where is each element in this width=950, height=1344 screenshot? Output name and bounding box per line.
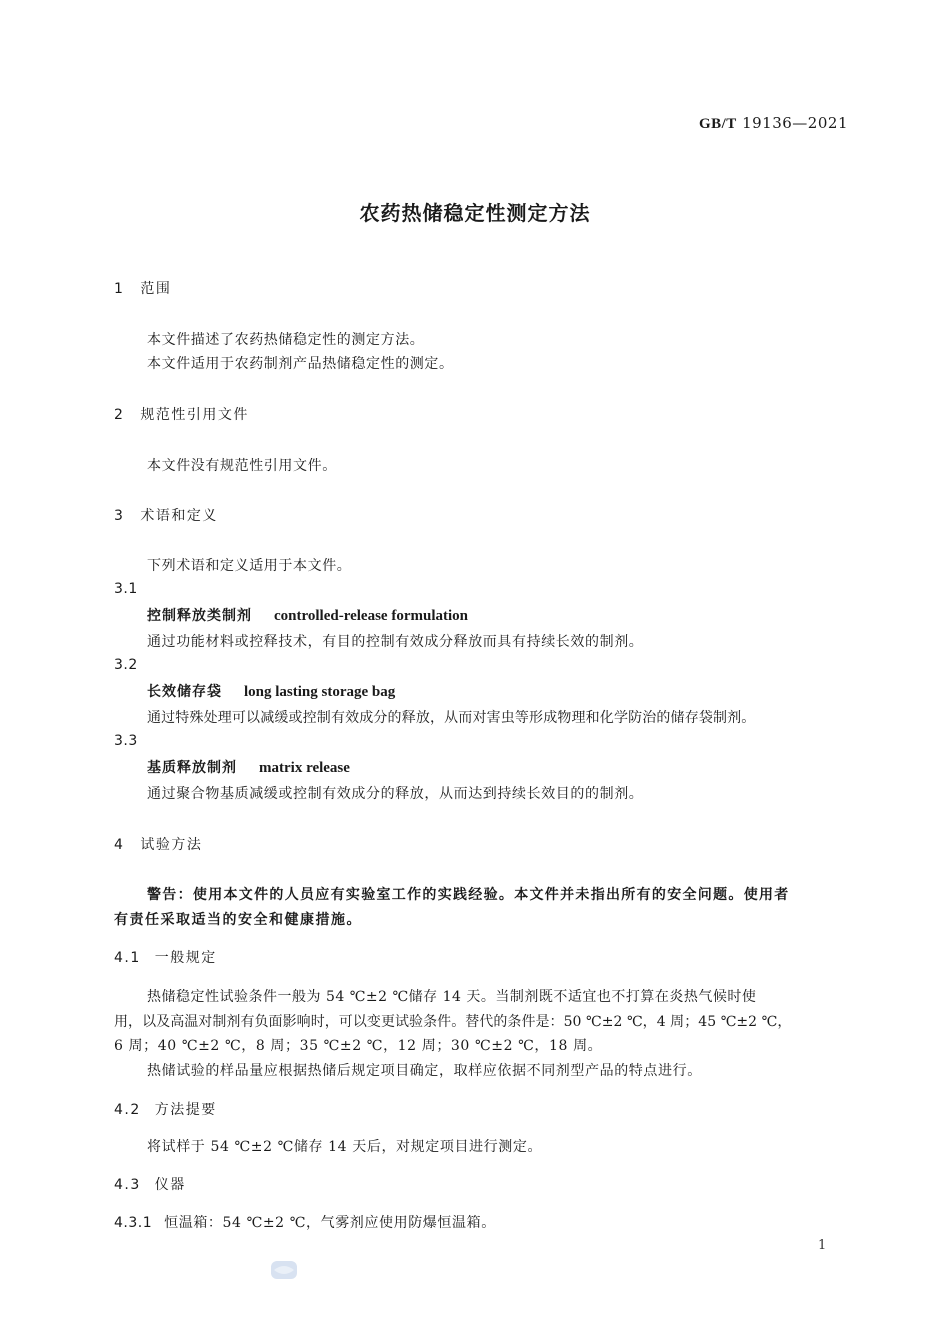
term-en: controlled-release formulation: [274, 608, 468, 624]
section-2-heading: [114, 404, 249, 424]
subsection-4-1-heading: [114, 947, 217, 967]
section-3-heading: [114, 505, 218, 525]
term-en: long lasting storage bag: [244, 684, 396, 700]
document-title: 农药热储稳定性测定方法: [359, 201, 591, 225]
paragraph: 本文件描述了农药热储稳定性的测定方法。: [147, 332, 425, 348]
standard-code: 19136—2021: [742, 114, 848, 132]
page-number: 1: [818, 1238, 827, 1253]
term-entry: [147, 681, 395, 701]
section-number: 4.3.1: [114, 1215, 153, 1231]
section-title: 方法提要: [154, 1102, 217, 1118]
section-number: 4: [114, 837, 125, 853]
term-en: matrix release: [259, 760, 350, 776]
warning-line: 警告：使用本文件的人员应有实验室工作的实践经验。本文件并未指出所有的安全问题。使用者: [147, 887, 790, 903]
paragraph-line: 将试样于 54 ℃±2 ℃储存 14 天后，对规定项目进行测定。: [147, 1139, 543, 1155]
paragraph: 下列术语和定义适用于本文件。: [147, 558, 352, 574]
term-entry: [147, 757, 350, 777]
term-number: 3.2: [114, 657, 138, 673]
subsection-4-3-1: [114, 1212, 496, 1232]
term-zh: 控制释放类制剂: [147, 608, 252, 624]
section-number: 4.3: [114, 1177, 141, 1193]
section-title: 一般规定: [154, 950, 217, 966]
publisher-logo-icon: [270, 1258, 298, 1282]
term-number: 3.1: [114, 581, 138, 597]
warning-line: 有责任采取适当的安全和健康措施。: [114, 912, 362, 928]
paragraph: 本文件没有规范性引用文件。: [147, 458, 337, 474]
term-definition: 通过功能材料或控释技术，有目的控制有效成分释放而具有持续长效的制剂。: [147, 634, 644, 650]
section-title: 术语和定义: [140, 508, 218, 524]
paragraph-line: 6 周；40 ℃±2 ℃，8 周；35 ℃±2 ℃，12 周；30 ℃±2 ℃，18 周。: [114, 1038, 603, 1054]
subsection-4-2-heading: [114, 1099, 217, 1119]
term-number: 3.3: [114, 733, 138, 749]
section-4-heading: [114, 834, 202, 854]
section-number: 1: [114, 281, 125, 297]
section-number: 4.1: [114, 950, 141, 966]
term-zh: 长效储存袋: [147, 684, 222, 700]
section-title: 仪器: [154, 1177, 186, 1193]
section-title: 范围: [140, 281, 172, 297]
paragraph-line: 热储试验的样品量应根据热储后规定项目确定，取样应依据不同剂型产品的特点进行。: [147, 1063, 702, 1079]
standard-number: [699, 114, 848, 133]
section-title: 试验方法: [140, 837, 203, 853]
term-definition: 通过聚合物基质减缓或控制有效成分的释放，从而达到持续长效目的的制剂。: [147, 786, 644, 802]
paragraph-line: 热储稳定性试验条件一般为 54 ℃±2 ℃储存 14 天。当制剂既不适宜也不打算在炎热气候时使: [147, 989, 757, 1005]
standard-prefix: GB/T: [698, 116, 737, 132]
term-entry: [147, 605, 468, 625]
term-zh: 基质释放制剂: [147, 760, 237, 776]
section-number: 3: [114, 508, 125, 524]
paragraph-line: 恒温箱：54 ℃±2 ℃，气雾剂应使用防爆恒温箱。: [164, 1215, 496, 1231]
section-title: 规范性引用文件: [140, 407, 249, 423]
section-number: 2: [114, 407, 125, 423]
paragraph-line: 用，以及高温对制剂有负面影响时，可以变更试验条件。替代的条件是：50 ℃±2 ℃，4 周；45 ℃±2 ℃，: [114, 1014, 792, 1030]
section-1-heading: [114, 278, 171, 298]
section-number: 4.2: [114, 1102, 141, 1118]
subsection-4-3-heading: [114, 1174, 186, 1194]
term-definition: 通过特殊处理可以减缓或控制有效成分的释放，从而对害虫等形成物理和化学防治的储存袋制剂。: [147, 710, 756, 726]
paragraph: 本文件适用于农药制剂产品热储稳定性的测定。: [147, 356, 454, 372]
